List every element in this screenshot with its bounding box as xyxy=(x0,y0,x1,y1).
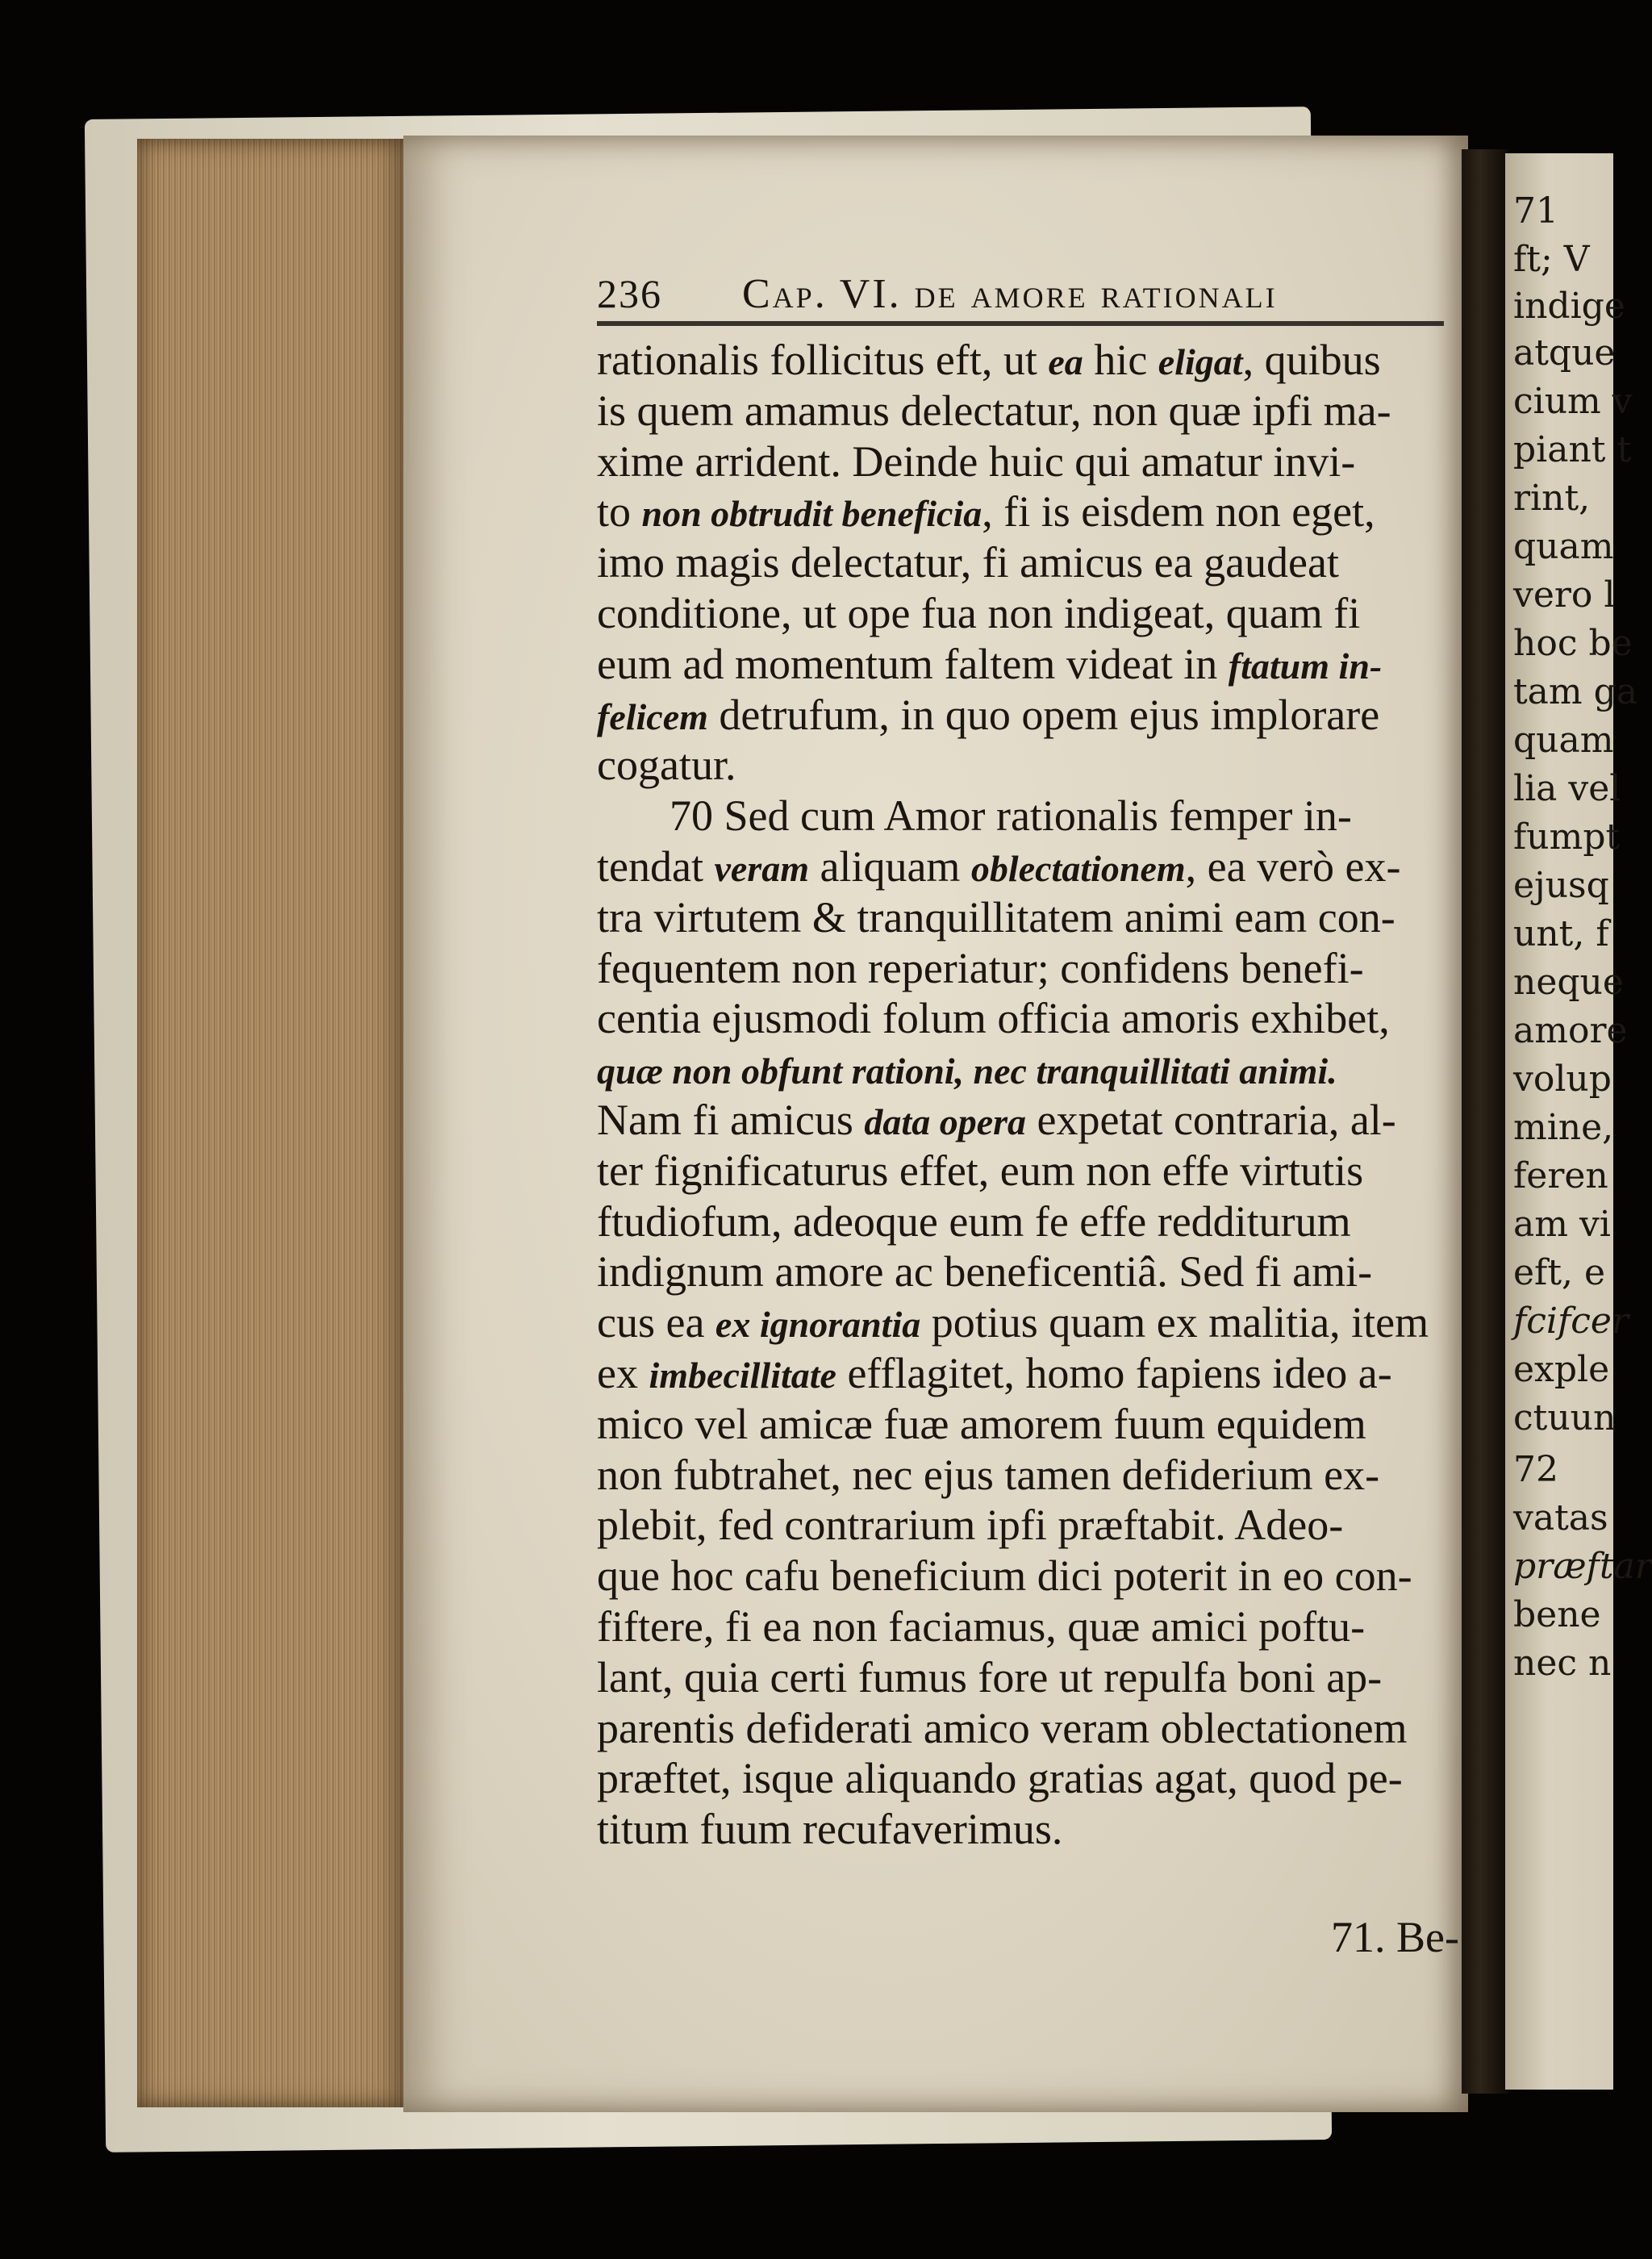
facing-text-line: quam xyxy=(1513,526,1614,567)
facing-text-line: præftar xyxy=(1513,1546,1652,1587)
facing-text-line: fumpt xyxy=(1513,816,1621,858)
italic-text: ex ignorantia xyxy=(715,1304,921,1346)
facing-text-line: feren xyxy=(1513,1155,1608,1196)
italic-text: eligat xyxy=(1158,341,1243,382)
facing-text-line: ejusq xyxy=(1513,865,1609,906)
text-line xyxy=(597,1551,1468,1601)
facing-text-line: quam xyxy=(1513,720,1614,761)
text-line xyxy=(597,690,1468,741)
text-run: centia ejusmodi folum officia amoris exhibet, xyxy=(597,994,1390,1043)
text-run: hic xyxy=(1083,336,1158,384)
facing-text-line: indige xyxy=(1513,286,1625,327)
italic-text: ea xyxy=(1048,341,1083,382)
text-run: imo magis delectatur, fi amicus ea gaudeat xyxy=(597,538,1339,587)
italic-text: ftatum in- xyxy=(1228,645,1383,687)
text-line xyxy=(597,740,1468,791)
facing-text-line: neque xyxy=(1513,962,1624,1003)
italic-text: data opera xyxy=(864,1100,1027,1142)
text-run: tra virtutem & tranquillitatem animi eam con- xyxy=(597,892,1395,942)
text-line xyxy=(597,1703,1468,1754)
text-line xyxy=(597,1500,1468,1551)
text-run: cus ea xyxy=(597,1298,715,1347)
italic-text: veram xyxy=(714,847,809,889)
text-run: Nam fi amicus xyxy=(597,1095,865,1144)
text-line xyxy=(597,335,1468,386)
italic-text: oblectationem xyxy=(970,847,1186,889)
page-number: 236 xyxy=(597,271,662,316)
facing-text-line: mine, xyxy=(1513,1107,1614,1148)
text-run: lant, quia certi fumus fore ut repulfa boni ap- xyxy=(597,1652,1383,1702)
page-edges xyxy=(137,139,411,2107)
text-run: ftudiofum, adeoque eum fe effe redditurum xyxy=(597,1196,1351,1246)
facing-text-line: exple xyxy=(1513,1349,1610,1390)
text-run: tendat xyxy=(597,841,715,891)
text-line xyxy=(597,1146,1468,1196)
text-line xyxy=(597,943,1468,994)
text-run: conditione, ut ope fua non indigeat, quam fi xyxy=(597,588,1361,637)
facing-text-line: piant t xyxy=(1513,429,1632,470)
facing-text-line: unt, f xyxy=(1513,913,1609,954)
facing-text-line: atque xyxy=(1513,332,1616,374)
text-run: plebit, fed contrarium ipfi præftabit. Adeo- xyxy=(597,1501,1344,1550)
text-line xyxy=(597,841,1468,892)
text-run: , ea verò ex- xyxy=(1185,841,1401,891)
facing-text-line: fcifcer xyxy=(1513,1301,1629,1342)
facing-page-fragment xyxy=(1505,153,1652,2090)
body-text xyxy=(597,335,1468,1855)
text-run: non fubtrahet, nec ejus tamen defiderium ex- xyxy=(597,1450,1380,1499)
text-run: præftet, isque aliquando gratias agat, quod pe- xyxy=(597,1754,1403,1803)
text-line xyxy=(597,1601,1468,1652)
text-run: ter fignificaturus effet, eum non effe virtutis xyxy=(597,1146,1364,1195)
text-run: fiftere, fi ea non faciamus, quæ amici poftu- xyxy=(597,1601,1366,1651)
facing-text-line: rint, xyxy=(1513,478,1591,519)
italic-text: felicem xyxy=(597,695,708,737)
text-line xyxy=(597,993,1468,1044)
text-run: , fi is eisdem non eget, xyxy=(982,487,1375,537)
text-line xyxy=(597,386,1468,436)
facing-text-line: cium v xyxy=(1513,381,1633,422)
italic-text: quæ non obfunt rationi, nec tranquillitati animi. xyxy=(597,1050,1337,1092)
running-head: Cap. VI. de amore rationali xyxy=(742,271,1278,317)
text-run: is quem amamus delectatur, non quæ ipfi ma- xyxy=(597,386,1391,435)
catchword: 71. Be- xyxy=(1331,1913,1459,1961)
text-line xyxy=(597,1196,1468,1247)
facing-text-line: tam ga xyxy=(1513,671,1638,712)
text-line xyxy=(597,791,1468,841)
text-run: detrufum, in quo opem ejus implorare xyxy=(707,690,1380,739)
facing-text-line: bene xyxy=(1513,1594,1601,1635)
text-run: eum ad momentum faltem videat in xyxy=(597,639,1229,688)
facing-text-line: am vi xyxy=(1513,1204,1611,1245)
text-line xyxy=(597,1399,1468,1450)
text-run: rationalis follicitus eft, ut xyxy=(597,336,1049,384)
text-run: aliquam xyxy=(808,841,971,891)
facing-text-line: ctuun xyxy=(1513,1397,1617,1438)
header-rule xyxy=(597,321,1444,326)
text-line xyxy=(597,1044,1468,1095)
page-header xyxy=(597,270,1452,319)
text-run: expetat contraria, al- xyxy=(1026,1095,1396,1144)
text-line xyxy=(597,486,1468,537)
text-line xyxy=(597,639,1468,690)
facing-text-line: eft, e xyxy=(1513,1252,1606,1293)
book-gutter xyxy=(1462,149,1508,2094)
text-line xyxy=(597,436,1468,487)
text-line xyxy=(597,1753,1468,1804)
facing-text-line: 71 xyxy=(1513,190,1558,232)
italic-text: imbecillitate xyxy=(649,1354,836,1396)
text-run: mico vel amicæ fuæ amorem fuum equidem xyxy=(597,1399,1366,1448)
text-run: que hoc cafu beneficium dici poterit in eo con- xyxy=(597,1551,1412,1601)
text-line xyxy=(597,1652,1468,1703)
text-run: ex xyxy=(597,1348,649,1397)
text-line xyxy=(597,537,1468,588)
facing-text-line: lia vel xyxy=(1513,768,1621,809)
text-line xyxy=(597,588,1468,639)
text-run: indignum amore ac beneficentiâ. Sed fi ami- xyxy=(597,1247,1373,1297)
text-line xyxy=(597,892,1468,943)
facing-text-line: ft; V xyxy=(1513,239,1590,280)
text-line xyxy=(597,1450,1468,1501)
facing-text-line: amore xyxy=(1513,1010,1628,1051)
text-run: titum fuum recufaverimus. xyxy=(597,1805,1063,1854)
italic-text: non obtrudit beneficia xyxy=(641,493,982,535)
text-run: potius quam ex malitia, item xyxy=(920,1298,1429,1347)
facing-text-line: 72 xyxy=(1513,1449,1558,1490)
facing-text-line: vatas xyxy=(1513,1497,1608,1539)
text-run: 70 Sed cum Amor rationalis femper in- xyxy=(670,791,1352,841)
facing-text-line: volup xyxy=(1513,1059,1612,1100)
text-run: fequentem non reperiatur; confidens benefi- xyxy=(597,943,1364,992)
text-line xyxy=(597,1348,1468,1399)
text-run: efflagitet, homo fapiens ideo a- xyxy=(836,1348,1392,1397)
text-line xyxy=(597,1095,1468,1146)
text-line xyxy=(597,1246,1468,1297)
text-run: cogatur. xyxy=(597,741,736,790)
text-run: parentis defiderati amico veram oblectationem xyxy=(597,1703,1408,1752)
facing-text-line: nec n xyxy=(1513,1643,1612,1684)
text-run: , quibus xyxy=(1242,336,1381,384)
facing-text-line: hoc be xyxy=(1513,623,1633,664)
text-line xyxy=(597,1297,1468,1348)
text-run: xime arrident. Deinde huic qui amatur invi- xyxy=(597,436,1356,486)
text-line xyxy=(597,1804,1468,1855)
facing-text-line: vero l xyxy=(1513,574,1616,616)
text-run: to xyxy=(597,487,642,537)
